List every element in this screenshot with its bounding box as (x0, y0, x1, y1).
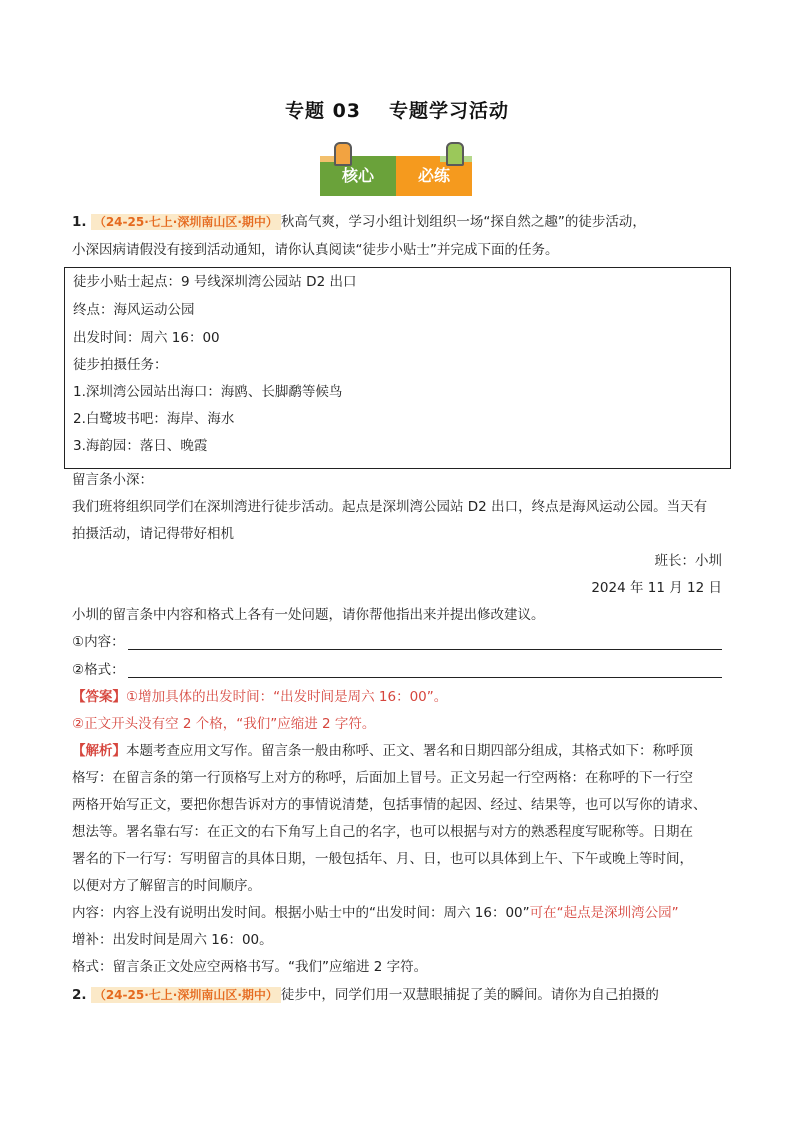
tip-line: 徒步拍摄任务： (73, 357, 168, 373)
answer-label: 【答案】 (72, 689, 126, 705)
core-practice-badge (320, 156, 472, 196)
note-greeting: 留言条小深： (72, 472, 153, 488)
source-tag: （24-25·七上·深圳南山区·期中） (91, 987, 281, 1003)
content-answer-line[interactable] (128, 648, 722, 650)
note-date: 2024 年 11 月 12 日 (591, 580, 722, 596)
tip-line: 2.白鹭坡书吧：海岸、海水 (73, 411, 235, 427)
question-2-line-1 (72, 985, 659, 1005)
tip-line: 3.海韵园：落日、晚霞 (73, 438, 208, 454)
analysis-line-5: 署名的下一行写：写明留言的具体日期，一般包括年、月、日，也可以具体到上午、下午或晚上等时间， (72, 851, 693, 867)
note-signature: 班长：小圳 (654, 553, 722, 569)
hiking-tips-box (64, 267, 731, 469)
analysis-content-text: 内容：内容上没有说明出发时间。根据小贴士中的“出发时间：周六 16：00” (72, 905, 530, 921)
tip-line: 徒步小贴士起点：9 号线深圳湾公园站 D2 出口 (73, 274, 357, 290)
analysis-supplement: 增补：出发时间是周六 16：00。 (72, 932, 273, 948)
analysis-line-3: 两格开始写正文，要把你想告诉对方的事情说清楚，包括事情的起因、经过、结果等，也可以写你的请求、 (72, 797, 707, 813)
question-1-line-2: 小深因病请假没有接到活动通知，请你认真阅读“徒步小贴士”并完成下面的任务。 (72, 242, 559, 258)
analysis-line-2: 格写：在留言条的第一行顶格写上对方的称呼，后面加上冒号。正文另起一行空两格：在称呼的下一行空 (72, 770, 693, 786)
note-body-line-1: 我们班将组织同学们在深圳湾进行徒步活动。起点是深圳湾公园站 D2 出口，终点是海风运动公园。当天有 (72, 499, 708, 515)
answer-item-1: ①增加具体的出发时间：“出发时间是周六 16：00”。 (126, 689, 448, 705)
question-text: 秋高气爽，学习小组计划组织一场“探自然之趣”的徒步活动， (280, 214, 646, 230)
analysis-line-6: 以便对方了解留言的时间顺序。 (72, 878, 261, 894)
question-text: 徒步中，同学们用一双慧眼捕捉了美的瞬间。请你为自己拍摄的 (280, 987, 659, 1003)
tip-line: 出发时间：周六 16：00 (73, 330, 220, 346)
source-tag: （24-25·七上·深圳南山区·期中） (91, 214, 281, 230)
answer-item-2: ②正文开头没有空 2 个格，“我们”应缩进 2 字符。 (72, 716, 376, 732)
analysis-line-4: 想法等。署名靠右写：在正文的右下角写上自己的名字，也可以根据与对方的熟悉程度写昵称等。日期在 (72, 824, 693, 840)
page-title (0, 96, 794, 123)
badge-left-text: 核心 (341, 166, 374, 185)
title-part-1: 专题 03 (284, 100, 362, 122)
analysis-line-1 (72, 741, 693, 761)
answer-line-1 (72, 687, 447, 707)
question-number: 1. (72, 214, 87, 230)
analysis-content-hint: 可在“起点是深圳湾公园” (529, 905, 679, 921)
format-field-label: ②格式： (72, 662, 125, 678)
analysis-format: 格式：留言条正文处应空两格书写。“我们”应缩进 2 字符。 (72, 959, 428, 975)
analysis-text: 本题考查应用文写作。留言条一般由称呼、正文、署名和日期四部分组成，其格式如下：称呼顶 (126, 743, 693, 759)
tip-line: 终点：海风运动公园 (73, 302, 195, 318)
tip-line: 1.深圳湾公园站出海口：海鸥、长脚鹬等候鸟 (73, 384, 343, 400)
analysis-content-line (72, 903, 679, 923)
format-answer-line[interactable] (128, 676, 722, 678)
title-part-2: 专题学习活动 (389, 100, 510, 122)
question-number: 2. (72, 987, 87, 1003)
note-body-line-2: 拍摄活动，请记得带好相机 (72, 526, 234, 542)
content-field-label: ①内容： (72, 634, 125, 650)
analysis-label: 【解析】 (72, 743, 126, 759)
question-prompt: 小圳的留言条中内容和格式上各有一处问题，请你帮他指出来并提出修改建议。 (72, 607, 545, 623)
question-1-line-1 (72, 212, 646, 232)
badge-right-text: 必练 (417, 166, 450, 185)
